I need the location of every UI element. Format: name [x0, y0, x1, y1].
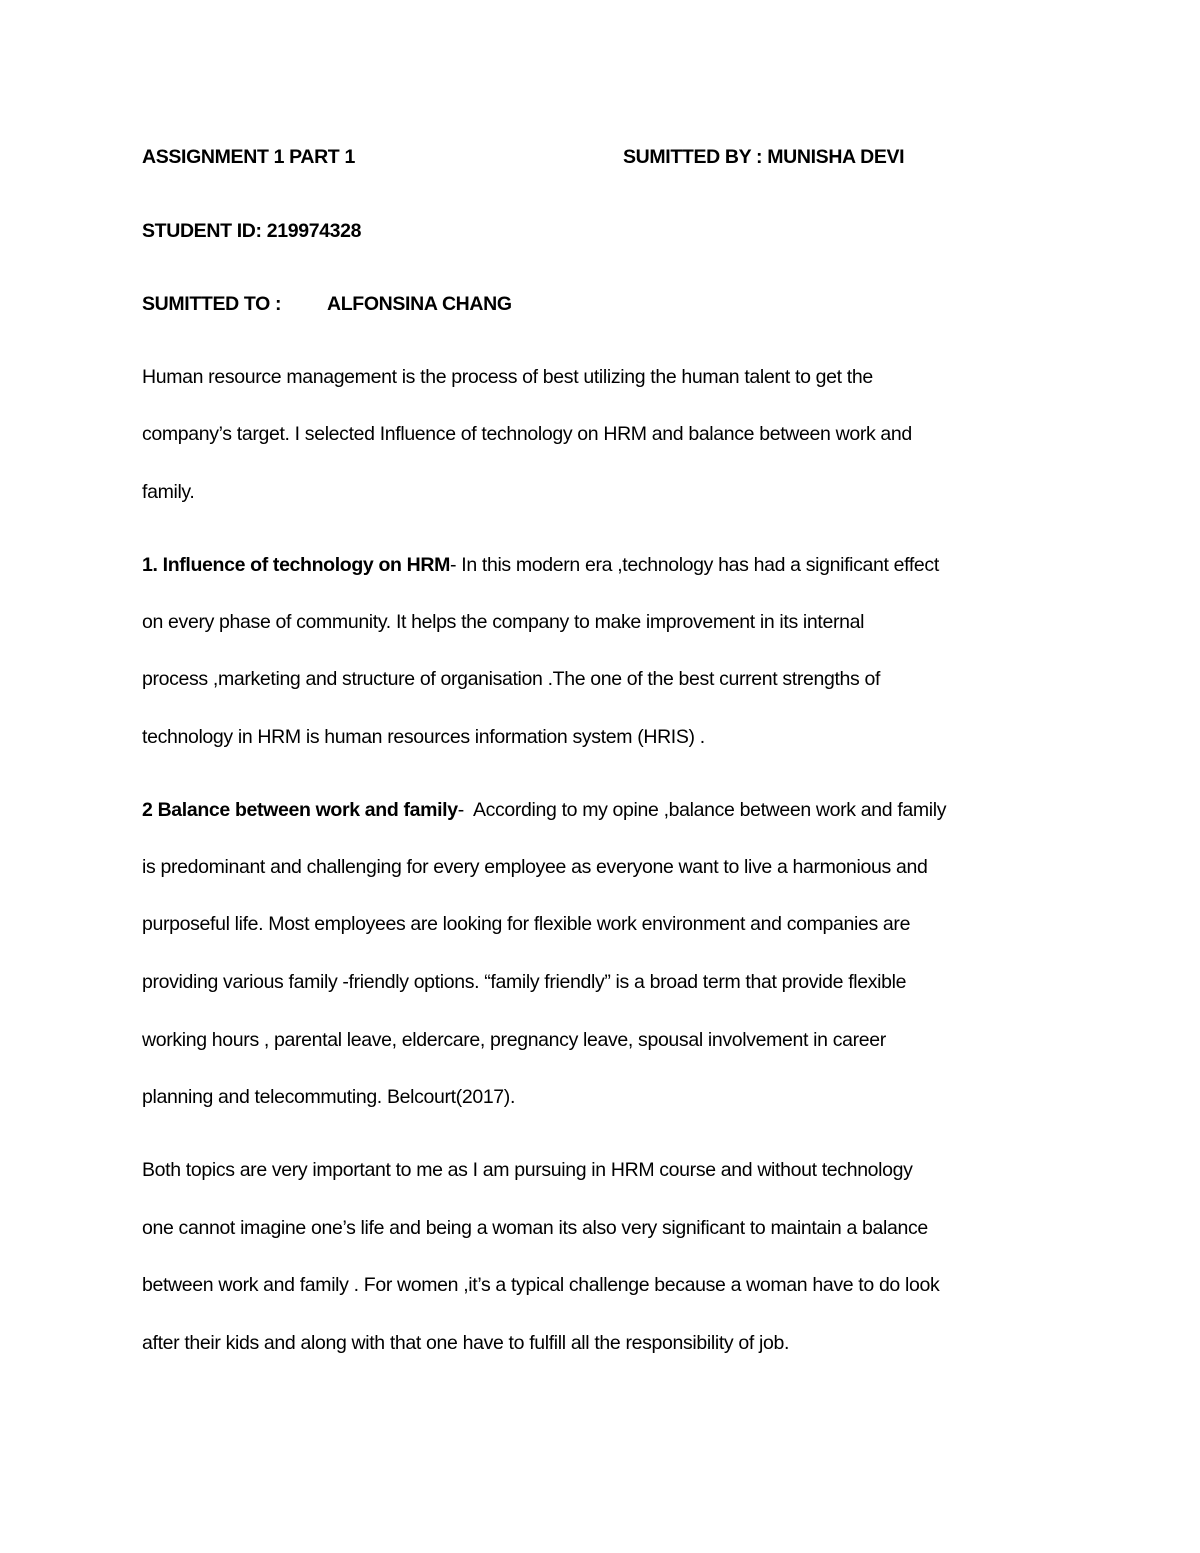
section1-line: process ,marketing and structure of organisation .The one of the best current strengths of: [142, 668, 881, 690]
section2-line: purposeful life. Most employees are looking for flexible work environment and companies are: [142, 913, 911, 935]
intro-line: Human resource management is the process of best utilizing the human talent to get the: [142, 366, 873, 388]
conclusion-line: one cannot imagine one’s life and being a woman its also very significant to maintain a balance: [142, 1217, 928, 1239]
section2-line: is predominant and challenging for every employee as everyone want to live a harmonious and: [142, 856, 928, 878]
section1-first-line: [142, 553, 939, 577]
section2-line: planning and telecommuting. Belcourt(2017).: [142, 1086, 516, 1108]
assignment-title: ASSIGNMENT 1 PART 1: [142, 146, 355, 168]
section2-line: working hours , parental leave, eldercare, pregnancy leave, spousal involvement in career: [142, 1029, 886, 1051]
section2-first-line-text: - According to my opine ,balance between work and family: [457, 799, 947, 821]
intro-line: company’s target. I selected Influence of technology on HRM and balance between work and: [142, 423, 912, 445]
section2-heading: 2 Balance between work and family: [142, 799, 458, 821]
intro-line: family.: [142, 481, 195, 503]
conclusion-line: between work and family . For women ,it’s a typical challenge because a woman have to do look: [142, 1274, 940, 1296]
section1-first-line-text: - In this modern era ,technology has had a significant effect: [450, 554, 939, 576]
student-id: STUDENT ID: 219974328: [142, 220, 362, 242]
section1-line: on every phase of community. It helps the company to make improvement in its internal: [142, 611, 865, 633]
section2-line: providing various family -friendly options. “family friendly” is a broad term that provide flexible: [142, 971, 907, 993]
submitted-to-label: SUMITTED TO :: [142, 293, 282, 315]
submitted-to-name: ALFONSINA CHANG: [327, 293, 512, 315]
submitted-by: SUMITTED BY : MUNISHA DEVI: [623, 146, 905, 168]
section1-line: technology in HRM is human resources information system (HRIS) .: [142, 726, 705, 748]
section1-heading: 1. Influence of technology on HRM: [142, 554, 451, 576]
conclusion-line: Both topics are very important to me as I am pursuing in HRM course and without technology: [142, 1159, 913, 1181]
section2-first-line: [142, 798, 946, 822]
conclusion-line: after their kids and along with that one have to fulfill all the responsibility of job.: [142, 1332, 790, 1354]
